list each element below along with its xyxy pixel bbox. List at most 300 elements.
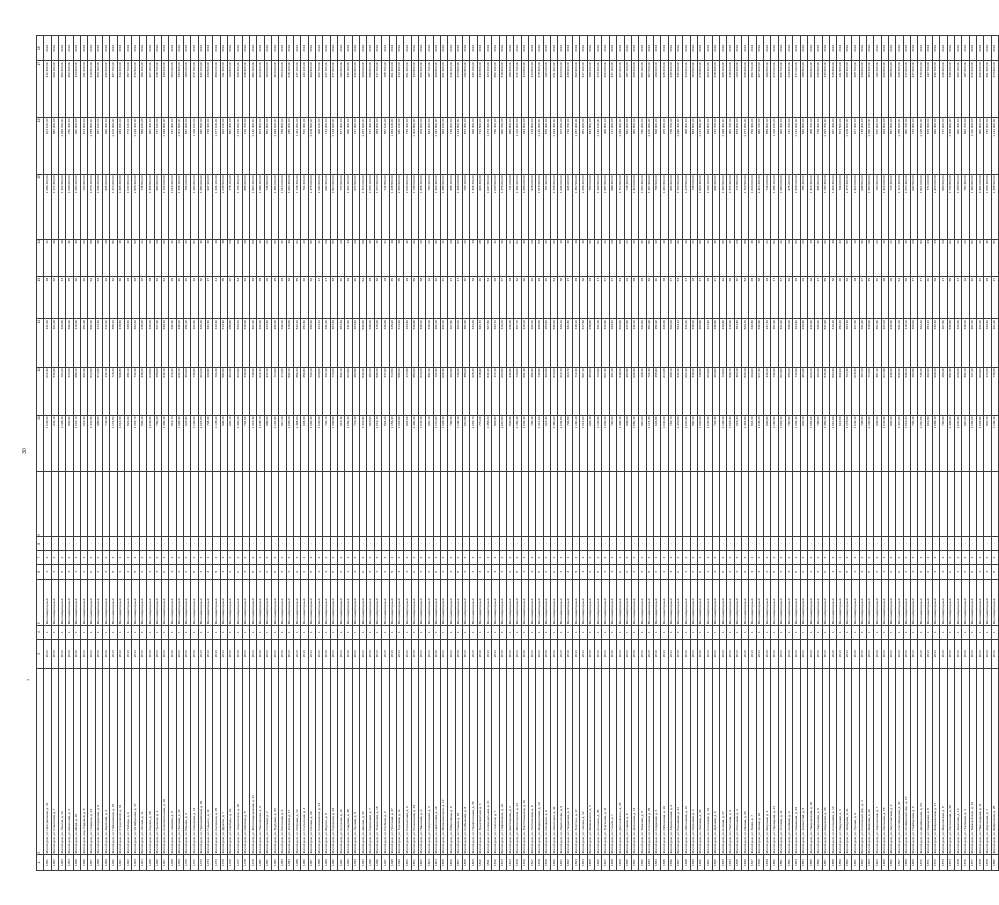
- cell-name: Жилой дом, ул. Зелёная, д. 17: [286, 668, 293, 854]
- cell-v3: 432,20: [932, 318, 939, 366]
- table-row: [852, 35, 859, 870]
- cell-v5: 58: [88, 239, 95, 277]
- cell-v6: 1 023 100,00: [367, 174, 374, 239]
- cell-note: [95, 471, 102, 536]
- cell-v7: 974 100,00: [44, 117, 51, 174]
- cell-v8: 192 000,00: [543, 60, 550, 117]
- cell-q2: 2: [139, 550, 146, 564]
- cell-q3: -: [800, 536, 807, 550]
- cell-v8: 432 600,00: [822, 60, 829, 117]
- cell-kind: 1: [969, 625, 976, 639]
- cell-v2: 739,80: [697, 367, 704, 415]
- cell-v6: 1 402 900,00: [59, 174, 66, 239]
- cell-q3: -: [852, 536, 859, 550]
- cell-qty: 4: [176, 564, 183, 579]
- table-row: [44, 35, 51, 870]
- cell-code: 2013: [213, 639, 220, 668]
- cell-q2: 2: [88, 550, 95, 564]
- cell-v8: 380 100,00: [249, 60, 256, 117]
- cell-name: Жилой дом, ул. Гагарина, д. 24: [88, 668, 95, 854]
- cell-idx: 1469: [176, 854, 183, 870]
- cell-name: Жилой дом, ул. Сосновая, д. 25: [646, 668, 653, 854]
- cell-v4: 53: [235, 276, 242, 318]
- cell-idx: 1486: [301, 854, 308, 870]
- cell-v5: 21: [382, 239, 389, 277]
- cell-v6: 998 500,00: [859, 174, 866, 239]
- cell-v1: 618,20: [734, 415, 741, 472]
- cell-v5: 41: [705, 239, 712, 277]
- cell-q2: 2: [103, 550, 110, 564]
- cell-v4: 54: [896, 276, 903, 318]
- cell-kind: 1: [279, 625, 286, 639]
- cell-v7: 756 400,00: [492, 117, 499, 174]
- cell-v6: 1 003 000,00: [749, 174, 756, 239]
- cell-idx: 1521: [558, 854, 565, 870]
- cell-v6: 1 705 300,00: [235, 174, 242, 239]
- cell-v4: 54: [551, 276, 558, 318]
- col-header-18: 18: [37, 35, 44, 60]
- cell-v4: 20: [227, 276, 234, 318]
- cell-v6: 1 460 500,00: [719, 174, 726, 239]
- cell-v6: 992 900,00: [712, 174, 719, 239]
- cell-name: Жилой дом, ул. Энергетиков, д. 40: [235, 668, 242, 854]
- cell-idx: 1461: [117, 854, 124, 870]
- cell-v8: 312 300,00: [44, 60, 51, 117]
- cell-qty: 4: [374, 564, 381, 579]
- cell-v6: 980 900,00: [668, 174, 675, 239]
- cell-note: [279, 471, 286, 536]
- cell-v5: 22: [837, 239, 844, 277]
- cell-v6: 988 300,00: [609, 174, 616, 239]
- cell-v6: 1 270 900,00: [374, 174, 381, 239]
- table-row: [932, 35, 939, 870]
- cell-unit: Многоквартирный: [837, 579, 844, 625]
- table-row: [147, 35, 154, 870]
- cell-kind: 1: [866, 625, 873, 639]
- cell-v2: 714,60: [272, 367, 279, 415]
- cell-v2: 608,50: [316, 367, 323, 415]
- cell-v7: 927 100,00: [95, 117, 102, 174]
- cell-unit: Многоквартирный: [139, 579, 146, 625]
- cell-code: 2014: [374, 639, 381, 668]
- cell-v1: 790,60: [609, 415, 616, 472]
- cell-q3: -: [154, 536, 161, 550]
- table-row: [316, 35, 323, 870]
- cell-unit: Многоквартирный: [213, 579, 220, 625]
- table-row: [551, 35, 558, 870]
- cell-note: [793, 471, 800, 536]
- cell-code: 2014: [440, 639, 447, 668]
- cell-q2: 2: [595, 550, 602, 564]
- cell-v2: 734,50: [595, 367, 602, 415]
- cell-v6: 1 005 800,00: [404, 174, 411, 239]
- cell-unit: Многоквартирный: [639, 579, 646, 625]
- cell-idx: 1498: [389, 854, 396, 870]
- cell-v2: 356,80: [301, 367, 308, 415]
- cell-v1: 1 182,40: [308, 415, 315, 472]
- cell-v2: 617,80: [881, 367, 888, 415]
- cell-v5: 29: [323, 239, 330, 277]
- cell-note: [507, 471, 514, 536]
- cell-v2: 596,80: [117, 367, 124, 415]
- cell-q3: -: [742, 536, 749, 550]
- table-row: [991, 35, 998, 870]
- cell-v1: 1 208,50: [330, 415, 337, 472]
- table-row: [338, 35, 345, 870]
- cell-qty: 5: [573, 564, 580, 579]
- cell-idx: 1506: [448, 854, 455, 870]
- cell-q2: 2: [507, 550, 514, 564]
- cell-q2: 2: [661, 550, 668, 564]
- cell-kind: 1: [705, 625, 712, 639]
- cell-idx: 1524: [580, 854, 587, 870]
- cell-v8: 187 700,00: [426, 60, 433, 117]
- cell-code: 2013: [918, 639, 925, 668]
- cell-v2: 724,30: [844, 367, 851, 415]
- cell-qty: 5: [866, 564, 873, 579]
- cell-note: [110, 471, 117, 536]
- cell-v6: 1 436 100,00: [213, 174, 220, 239]
- cell-name: Жилой дом, ул. Угловая, д. 11: [778, 668, 785, 854]
- cell-v7: 1 116 100,00: [771, 117, 778, 174]
- cell-v2: 345,20: [690, 367, 697, 415]
- cell-v3: 330,30: [323, 318, 330, 366]
- cell-q3: -: [367, 536, 374, 550]
- cell-q2: 2: [947, 550, 954, 564]
- cell-q2: 2: [653, 550, 660, 564]
- cell-v5: 41: [44, 239, 51, 277]
- cell-v3: 252,20: [837, 318, 844, 366]
- cell-note: [338, 471, 345, 536]
- cell-v7: 988 700,00: [808, 117, 815, 174]
- table-row: [103, 35, 110, 870]
- cell-v4: 36: [903, 276, 910, 318]
- cell-unit: Многоквартирный: [411, 579, 418, 625]
- cell-v7: 992 300,00: [932, 117, 939, 174]
- cell-v7: 731 700,00: [786, 117, 793, 174]
- cell-q2: 2: [962, 550, 969, 564]
- cell-unit: Многоквартирный: [81, 579, 88, 625]
- cell-unit: Многоквартирный: [719, 579, 726, 625]
- cell-v4: 27: [323, 276, 330, 318]
- cell-v8: 191 500,00: [837, 60, 844, 117]
- cell-unit: Многоквартирный: [962, 579, 969, 625]
- cell-code: 2014: [316, 639, 323, 668]
- cell-v8: 247 600,00: [910, 60, 917, 117]
- cell-v6: 1 450 500,00: [573, 174, 580, 239]
- cell-v8: 254 000,00: [169, 60, 176, 117]
- cell-code: 2014: [617, 639, 624, 668]
- cell-v1: 1 128,40: [59, 415, 66, 472]
- cell-kind: 1: [183, 625, 190, 639]
- cell-name: Жилой дом, ул. Рябиновая, д. 19: [661, 668, 668, 854]
- cell-v1: 1 036,80: [558, 415, 565, 472]
- cell-q3: -: [249, 536, 256, 550]
- cell-q2: 2: [551, 550, 558, 564]
- cell-name: Жилой дом, ул. Советская, д. 7: [51, 668, 58, 854]
- table-row: [426, 35, 433, 870]
- cell-q3: -: [59, 536, 66, 550]
- cell-q2: 2: [411, 550, 418, 564]
- cell-v1: 1 202,60: [697, 415, 704, 472]
- cell-q2: 2: [859, 550, 866, 564]
- cell-code: 2014: [227, 639, 234, 668]
- cell-qty: 4: [661, 564, 668, 579]
- cell-v7: 1 120 100,00: [595, 117, 602, 174]
- cell-v5: 29: [910, 239, 917, 277]
- cell-code: 2014: [991, 639, 998, 668]
- cell-v8: 318 900,00: [499, 60, 506, 117]
- cell-name: Жилой дом, ул. Июльская, д. 15: [881, 668, 888, 854]
- cell-q2: 2: [220, 550, 227, 564]
- cell-code: 2014: [95, 639, 102, 668]
- cell-v5: 49: [213, 239, 220, 277]
- cell-v7: 1 299 800,00: [161, 117, 168, 174]
- cell-tail: 2016: [565, 35, 572, 60]
- cell-qty: 3: [940, 564, 947, 579]
- cell-kind: 1: [499, 625, 506, 639]
- cell-note: [161, 471, 168, 536]
- cell-idx: 1502: [418, 854, 425, 870]
- cell-v3: 542,40: [294, 318, 301, 366]
- cell-v5: 50: [433, 239, 440, 277]
- cell-unit: Многоквартирный: [646, 579, 653, 625]
- table-row: [264, 35, 271, 870]
- cell-v1: 1 342,80: [88, 415, 95, 472]
- cell-kind: 1: [602, 625, 609, 639]
- cell-v6: 1 308 500,00: [147, 174, 154, 239]
- cell-note: [764, 471, 771, 536]
- cell-q3: -: [697, 536, 704, 550]
- cell-note: [888, 471, 895, 536]
- cell-q3: -: [117, 536, 124, 550]
- cell-v1: 1 156,40: [389, 415, 396, 472]
- cell-qty: 4: [117, 564, 124, 579]
- cell-v7: 570 600,00: [874, 117, 881, 174]
- cell-q2: 2: [161, 550, 168, 564]
- cell-v4: 39: [932, 276, 939, 318]
- cell-tail: 2016: [316, 35, 323, 60]
- cell-v6: 1 008 500,00: [492, 174, 499, 239]
- cell-tail: 2016: [675, 35, 682, 60]
- cell-q3: -: [602, 536, 609, 550]
- cell-v5: 30: [205, 239, 212, 277]
- cell-v5: 29: [940, 239, 947, 277]
- cell-unit: Многоквартирный: [103, 579, 110, 625]
- cell-unit: Многоквартирный: [462, 579, 469, 625]
- cell-qty: 5: [844, 564, 851, 579]
- cell-qty: 6: [88, 564, 95, 579]
- cell-qty: 4: [198, 564, 205, 579]
- cell-q2: 2: [374, 550, 381, 564]
- cell-v7: 742 900,00: [910, 117, 917, 174]
- cell-unit: Многоквартирный: [580, 579, 587, 625]
- cell-v7: 973 800,00: [257, 117, 264, 174]
- cell-name: Жилой дом, ул. Чапаева, д. 8: [169, 668, 176, 854]
- cell-idx: 1451: [44, 854, 51, 870]
- cell-kind: 1: [95, 625, 102, 639]
- cell-kind: 1: [587, 625, 594, 639]
- cell-q2: 2: [609, 550, 616, 564]
- cell-code: 2013: [962, 639, 969, 668]
- cell-kind: 1: [653, 625, 660, 639]
- cell-q2: 2: [587, 550, 594, 564]
- cell-v3: 422,60: [954, 318, 961, 366]
- cell-note: [404, 471, 411, 536]
- cell-name: Жилой дом, ул. Широкая, д. 2: [764, 668, 771, 854]
- cell-v4: 37: [440, 276, 447, 318]
- cell-v1: 602,40: [587, 415, 594, 472]
- cell-v6: 1 013 000,00: [279, 174, 286, 239]
- cell-v3: 420,30: [198, 318, 205, 366]
- cell-tail: 2016: [507, 35, 514, 60]
- cell-q3: -: [294, 536, 301, 550]
- cell-name: Жилой дом, ул. Транспортная, д. 4: [477, 668, 484, 854]
- cell-idx: 1504: [433, 854, 440, 870]
- cell-v7: 752 300,00: [749, 117, 756, 174]
- cell-v5: 31: [169, 239, 176, 277]
- cell-v2: 612,40: [257, 367, 264, 415]
- cell-kind: 1: [815, 625, 822, 639]
- cell-v8: 322 100,00: [954, 60, 961, 117]
- cell-q3: -: [404, 536, 411, 550]
- cell-tail: 2016: [536, 35, 543, 60]
- cell-unit: Многоквартирный: [125, 579, 132, 625]
- cell-kind: 1: [529, 625, 536, 639]
- cell-qty: 3: [910, 564, 917, 579]
- cell-q2: 2: [426, 550, 433, 564]
- cell-kind: 1: [374, 625, 381, 639]
- cell-kind: 1: [264, 625, 271, 639]
- table-row: [529, 35, 536, 870]
- cell-code: 2014: [602, 639, 609, 668]
- cell-code: 2014: [183, 639, 190, 668]
- cell-v2: 480,20: [367, 367, 374, 415]
- cell-name: Жилой дом, ул. Апрельская, д. 7: [874, 668, 881, 854]
- cell-q3: -: [227, 536, 234, 550]
- cell-q3: -: [345, 536, 352, 550]
- cell-v6: 990 500,00: [910, 174, 917, 239]
- cell-idx: 1494: [360, 854, 367, 870]
- cell-code: 2013: [367, 639, 374, 668]
- cell-v5: 22: [543, 239, 550, 277]
- cell-v3: 325,30: [786, 318, 793, 366]
- cell-v3: 329,60: [910, 318, 917, 366]
- cell-v5: 42: [881, 239, 888, 277]
- cell-v5: 51: [991, 239, 998, 277]
- cell-tail: 2016: [587, 35, 594, 60]
- cell-unit: Многоквартирный: [227, 579, 234, 625]
- cell-unit: Многоквартирный: [675, 579, 682, 625]
- cell-v2: 462,80: [910, 367, 917, 415]
- cell-v8: 190 200,00: [874, 60, 881, 117]
- cell-kind: 1: [771, 625, 778, 639]
- cell-unit: Многоквартирный: [815, 579, 822, 625]
- cell-v1: 1 176,50: [110, 415, 117, 472]
- cell-v8: 365 800,00: [433, 60, 440, 117]
- table-row: [191, 35, 198, 870]
- cell-name: Жилой дом, ул. Еловая, д. 27: [719, 668, 726, 854]
- cell-q3: -: [646, 536, 653, 550]
- cell-v3: 529,70: [742, 318, 749, 366]
- cell-v7: 696 400,00: [103, 117, 110, 174]
- cell-v1: 804,60: [404, 415, 411, 472]
- cell-v2: 540,80: [51, 367, 58, 415]
- cell-v1: 824,60: [125, 415, 132, 472]
- cell-v7: 1 121 600,00: [991, 117, 998, 174]
- col-header-3: 3: [37, 639, 44, 668]
- cell-qty: 4: [727, 564, 734, 579]
- cell-qty: 3: [169, 564, 176, 579]
- cell-qty: 5: [969, 564, 976, 579]
- cell-code: 2014: [154, 639, 161, 668]
- cell-v3: 465,80: [536, 318, 543, 366]
- cell-v1: 1 058,40: [932, 415, 939, 472]
- cell-tail: 2016: [367, 35, 374, 60]
- cell-v8: 324 600,00: [257, 60, 264, 117]
- cell-v3: 531,20: [896, 318, 903, 366]
- table-row: [514, 35, 521, 870]
- cell-qty: 3: [279, 564, 286, 579]
- table-row: [954, 35, 961, 870]
- cell-v8: 435 200,00: [947, 60, 954, 117]
- cell-v3: 431,50: [808, 318, 815, 366]
- cell-v1: 812,70: [169, 415, 176, 472]
- cell-v6: 1 278 500,00: [683, 174, 690, 239]
- cell-qty: 5: [59, 564, 66, 579]
- cell-unit: Многоквартирный: [749, 579, 756, 625]
- cell-code: 2014: [51, 639, 58, 668]
- cell-qty: 4: [683, 564, 690, 579]
- cell-tail: 2016: [191, 35, 198, 60]
- cell-q2: 2: [712, 550, 719, 564]
- cell-qty: 2: [587, 564, 594, 579]
- cell-q2: 2: [617, 550, 624, 564]
- cell-v8: 317 700,00: [374, 60, 381, 117]
- cell-v3: 255,80: [227, 318, 234, 366]
- cell-q3: -: [389, 536, 396, 550]
- cell-name: Жилой дом, ул. Августовская, д. 2: [888, 668, 895, 854]
- cell-v3: 530,30: [88, 318, 95, 366]
- cell-unit: Многоквартирный: [499, 579, 506, 625]
- cell-q3: -: [455, 536, 462, 550]
- cell-v6: 1 288 500,00: [954, 174, 961, 239]
- cell-v3: 427,20: [852, 318, 859, 366]
- cell-qty: 5: [455, 564, 462, 579]
- cell-idx: 1471: [191, 854, 198, 870]
- cell-kind: 1: [896, 625, 903, 639]
- cell-tail: 2016: [697, 35, 704, 60]
- cell-v5: 58: [742, 239, 749, 277]
- cell-kind: 1: [609, 625, 616, 639]
- cell-v4: 44: [59, 276, 66, 318]
- cell-unit: Многоквартирный: [294, 579, 301, 625]
- cell-unit: Многоквартирный: [448, 579, 455, 625]
- cell-kind: 1: [668, 625, 675, 639]
- cell-qty: 4: [396, 564, 403, 579]
- cell-v3: 336,30: [66, 318, 73, 366]
- cell-v7: 578 300,00: [925, 117, 932, 174]
- cell-v5: 50: [844, 239, 851, 277]
- cell-v2: 462,40: [323, 367, 330, 415]
- cell-kind: 1: [440, 625, 447, 639]
- cell-idx: 1487: [308, 854, 315, 870]
- cell-code: 2014: [595, 639, 602, 668]
- cell-v1: 1 380,60: [551, 415, 558, 472]
- cell-unit: Многоквартирный: [257, 579, 264, 625]
- cell-kind: 1: [918, 625, 925, 639]
- cell-q2: 2: [837, 550, 844, 564]
